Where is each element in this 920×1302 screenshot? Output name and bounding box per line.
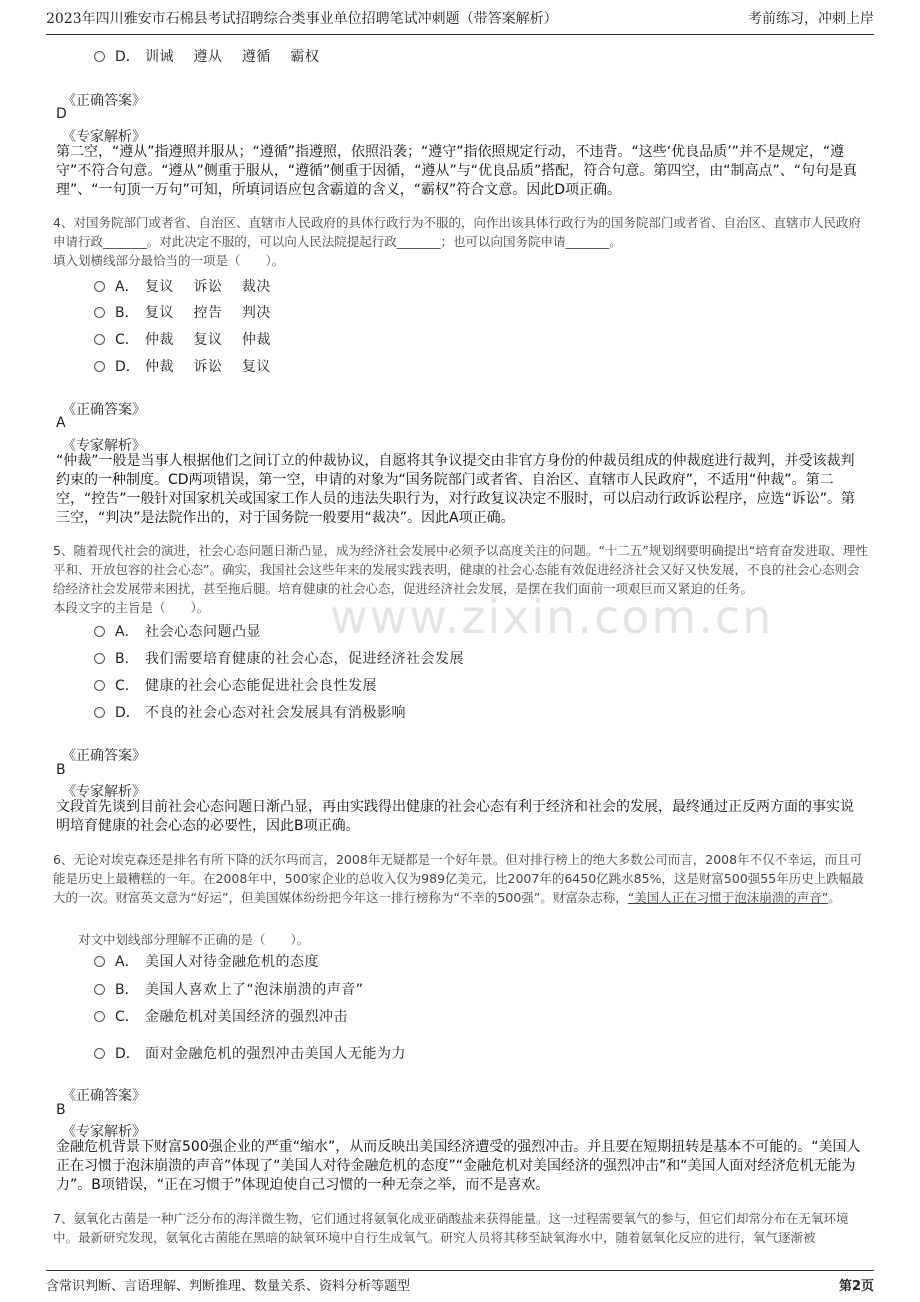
option-text: 我们需要培育健康的社会心态，促进经济社会发展 [145,651,464,667]
radio-icon[interactable] [94,626,105,637]
q6-underlined-sentence: “美国人正在习惯于泡沫崩溃的声音” [627,890,829,905]
option-text: 复议 控告 判决 [145,305,271,321]
q3-analysis: 第二空，“遵从”指遵照并服从；“遵循”指遵照，依照沿袭；“遵守”指依照规定行动，不违背。“这些‘优良品质’”并不是规定，“遵守”不符合句意。“遵从”侧重于服从，“遵循”侧重于因循，“遵从”与“优良品质”搭配，符合句意。第四空，由“制高点”、“句句是真理”、“一句顶一万句”可知，所填词语应包含霸道的含义，“霸权”符合文意。因此D项正确。 [56,144,858,198]
header-slogan: 考前练习，冲刺上岸 [748,11,874,27]
option-letter: D． [115,1046,140,1062]
q3-answer: D [56,106,67,122]
option-letter: B． [115,305,139,321]
option-text: 健康的社会心态能促进社会良性发展 [145,678,377,694]
q6-stem-text: 6、无论对埃克森还是排名有所下降的沃尔玛而言，2008年无疑都是一个好年景。但对排行榜上的绝大多数公司而言，2008年不仅不幸运，而且可能是历史上最糟糕的一年。在2008年中，500家企业的总收入仅为989亿美元，比2007年的6450亿跳水85%，这是财富500强55年历史上跌幅最大的一次。财富英文意为“好运”，但美国媒体纷纷把今年这一排行榜称为“不幸的500强”。财富杂志称， [53,852,864,905]
radio-icon[interactable] [94,281,105,292]
radio-icon[interactable] [94,307,105,318]
option-letter: D． [115,359,140,375]
option-letter: D． [115,705,140,721]
q4-prompt: 填入划横线部分最恰当的一项是（ ）。 [53,253,285,268]
radio-icon[interactable] [94,984,105,995]
q6-stem [53,850,871,907]
page-footer [46,1270,874,1297]
q6-stem-end: 。 [828,890,841,905]
option-letter: A． [115,624,139,640]
option-letter: C． [115,678,139,694]
option-letter: B． [115,982,139,998]
document-title: 2023年四川雅安市石棉县考试招聘综合类事业单位招聘笔试冲刺题（带答案解析） [46,11,558,27]
q5-option-a[interactable] [94,621,261,641]
option-letter: A． [115,954,139,970]
q5-option-b[interactable] [94,648,464,668]
q7-stem: 7、氨氧化古菌是一种广泛分布的海洋微生物，它们通过将氨氧化成亚硝酸盐来获得能量。这一过程需要氧气的参与，但它们却常分布在无氧环境中。最新研究发现，氨氧化古菌能在黑暗的缺氧环境中自行生成氧气。研究人员将其移至缺氧海水中，随着氨氧化反应的进行，氧气逐渐被 [53,1211,849,1245]
q6-option-b[interactable] [94,979,364,999]
q4-stem: 4、对国务院部门或者省、自治区、直辖市人民政府的具体行政行为不服的，向作出该具体行政行为的国务院部门或者省、自治区、直辖市人民政府申请行政_______。对此决定不服的，可以向人民法院提起行政_______；也可以向国务院申请_______。 [53,215,861,249]
q3-analysis-label: 《专家解析》 [62,129,146,145]
q5-option-d[interactable] [94,702,406,722]
option-letter: B． [115,651,139,667]
option-text: 社会心态问题凸显 [145,624,261,640]
radio-icon[interactable] [94,1011,105,1022]
radio-icon[interactable] [94,51,105,62]
radio-icon[interactable] [94,1048,105,1059]
option-letter: C． [115,1009,139,1025]
q6-analysis: 金融危机背景下财富500强企业的严重“缩水”，从而反映出美国经济遭受的强烈冲击。并且要在短期扭转是基本不可能的。“美国人正在习惯于泡沫崩溃的声音”体现了“美国人对待金融危机的态度”“金融危机对美国经济的强烈冲击”和“美国人面对经济危机无能为力”。B项错误，“正在习惯于”体现迫使自己习惯的一种无奈之举，而不是喜欢。 [56,1139,861,1193]
page-header [46,8,874,35]
option-text: 面对金融危机的强烈冲击美国人无能为力 [145,1046,406,1062]
option-text: 仲裁 诉讼 复议 [145,359,271,375]
q4-answer: A [56,415,66,431]
q4-option-d[interactable] [94,356,271,376]
radio-icon[interactable] [94,334,105,345]
radio-icon[interactable] [94,680,105,691]
option-text: 金融危机对美国经济的强烈冲击 [145,1009,348,1025]
option-text: 仲裁 复议 仲裁 [145,332,271,348]
option-letter: C． [115,332,139,348]
q4-option-a[interactable] [94,276,271,296]
q4-option-b[interactable] [94,302,271,322]
q6-option-a[interactable] [94,951,319,971]
q5-stem: 5、随着现代社会的演进，社会心态问题日渐凸显，成为经济社会发展中必须予以高度关注的问题。“十二五”规划纲要明确提出“培育奋发进取、理性平和、开放包容的社会心态”。确实，我国社会这些年来的发展实践表明，健康的社会心态能有效促进经济社会又好又快发展，不良的社会心态则会给经济社会发展带来困扰，甚至拖后腿。培育健康的社会心态，促进经济社会发展，是摆在我们面前一项艰巨而又紧迫的任务。 [53,543,868,596]
q6-option-c[interactable] [94,1006,348,1026]
q6-answer: B [56,1102,66,1118]
option-text: 训诫 遵从 遵循 霸权 [145,49,320,65]
watermark: www.zixin.com.cn [330,590,774,644]
footer-note: 含常识判断、言语理解、判断推理、数量关系、资料分析等题型 [46,1278,411,1294]
q4-option-c[interactable] [94,329,271,349]
q5-analysis: 文段首先谈到目前社会心态问题日渐凸显，再由实践得出健康的社会心态有利于经济和社会的发展，最终通过正反两方面的事实说明培育健康的社会心态的必要性，因此B项正确。 [56,799,854,834]
option-letter: A． [115,279,139,295]
q5-answer: B [56,762,66,778]
option-text: 复议 诉讼 裁决 [145,279,271,295]
q6-answer-label: 《正确答案》 [62,1088,146,1104]
q4-analysis: “仲裁”一般是当事人根据他们之间订立的仲裁协议，自愿将其争议提交由非官方身份的仲裁员组成的仲裁庭进行裁判，并受该裁判约束的一种制度。CD两项错误，第一空，申请的对象为“国务院部门或者省、自治区、直辖市人民政府”，不适用“仲裁”。第二空，“控告”一般针对国家机关或国家工作人员的违法失职行为，对行政复议决定不服时，可以启动行政诉讼程序，应选“诉讼”。第三空，“判决”是法院作出的，对于国务院一般要用“裁决”。因此A项正确。 [56,453,856,526]
q3-option-d[interactable] [94,46,319,66]
q4-answer-label: 《正确答案》 [62,402,146,418]
q6-option-d[interactable] [94,1043,406,1063]
radio-icon[interactable] [94,707,105,718]
option-text: 美国人喜欢上了“泡沫崩溃的声音” [145,982,364,998]
page-number: 第2页 [838,1278,874,1294]
q4-analysis-label: 《专家解析》 [62,438,146,454]
q5-prompt: 本段文字的主旨是（ ）。 [53,600,210,615]
option-text: 美国人对待金融危机的态度 [145,954,319,970]
q5-option-c[interactable] [94,675,377,695]
option-letter: D． [115,49,140,65]
q6-analysis-label: 《专家解析》 [62,1124,146,1140]
radio-icon[interactable] [94,956,105,967]
q3-answer-label: 《正确答案》 [62,93,146,109]
option-text: 不良的社会心态对社会发展具有消极影响 [145,705,406,721]
q5-answer-label: 《正确答案》 [62,748,146,764]
radio-icon[interactable] [94,361,105,372]
q5-analysis-label: 《专家解析》 [62,784,146,800]
radio-icon[interactable] [94,653,105,664]
q6-prompt: 对文中划线部分理解不正确的是（ ）。 [78,932,310,947]
